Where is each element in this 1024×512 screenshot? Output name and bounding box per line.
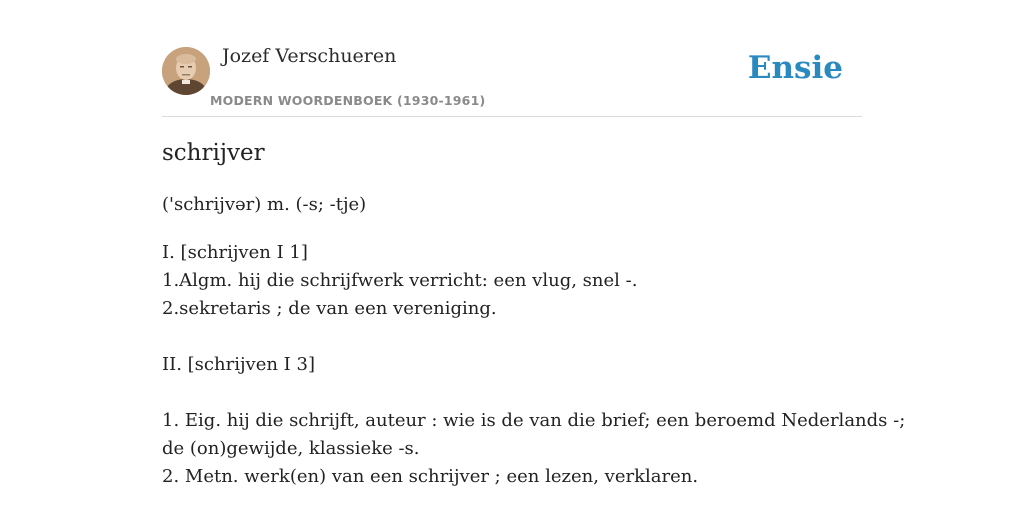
entry-header (162, 40, 862, 117)
definition-line: de (on)gewijde, klassieke -s. (162, 438, 420, 459)
entry-definition (162, 239, 906, 491)
entry-title: schrijver (162, 140, 265, 166)
definition-line: I. [schrijven I 1] (162, 242, 308, 263)
definition-line: II. [schrijven I 3] (162, 354, 315, 375)
definition-line: 2. Metn. werk(en) van een schrijver ; een lezen, verklaren. (162, 466, 699, 487)
ensie-logo[interactable]: Ensie (747, 50, 843, 86)
source-name: MODERN WOORDENBOEK (1930-1961) (210, 93, 486, 108)
definition-line (162, 379, 862, 407)
definition-line: 2.sekretaris ; de van een vereniging. (162, 298, 497, 319)
author-portrait-icon (162, 47, 210, 95)
definition-line: 1.Algm. hij die schrijfwerk verricht: een vlug, snel -. (162, 270, 638, 291)
definition-line (162, 323, 862, 351)
definition-line: 1. Eig. hij die schrijft, auteur : wie is de van die brief; een beroemd Nederlands -; (162, 410, 906, 431)
author-avatar[interactable] (162, 47, 210, 95)
entry-pronunciation: ('schrijvər) m. (-s; -tje) (162, 194, 367, 215)
author-name[interactable]: Jozef Verschueren (222, 45, 397, 67)
